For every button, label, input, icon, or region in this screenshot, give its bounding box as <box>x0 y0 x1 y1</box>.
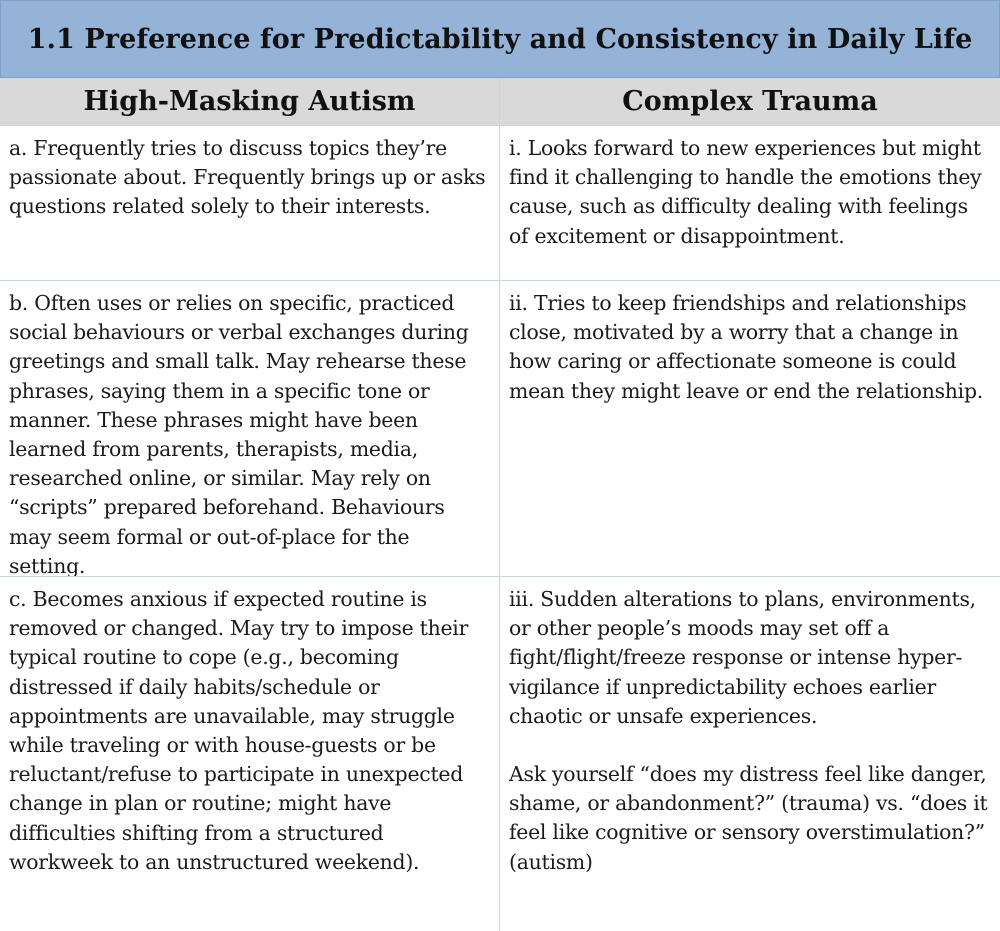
trauma-cell <box>500 126 1000 280</box>
cell-text: ii. Tries to keep friendships and relationships close, motivated by a worry that a change in how caring or affectionate someone is could mean they might leave or end the relationship. <box>509 291 983 403</box>
trauma-cell <box>500 281 1000 576</box>
cell-text: iii. Sudden alterations to plans, environments, or other people’s moods may set off a fight/flight/freeze response or intense hyper-vigilance if unpredictability echoes earlier chaotic or unsafe experiences. <box>509 587 976 728</box>
autism-cell <box>0 281 500 576</box>
cell-text: a. Frequently tries to discuss topics they’re passionate about. Frequently brings up or asks questions related solely to their interests. <box>9 136 486 219</box>
autism-cell <box>0 126 500 280</box>
autism-cell <box>0 577 500 931</box>
cell-text: b. Often uses or relies on specific, practiced social behaviours or verbal exchanges during greetings and small talk. May rehearse these phrases, saying them in a specific tone or manner. These phrases might have been learned from parents, therapists, media, researched online, or similar. May rely on “scripts” prepared beforehand. Behaviours may seem formal or out-of-place for the setting. <box>9 291 469 576</box>
column-header-trauma: Complex Trauma <box>622 86 878 117</box>
column-header-autism: High-Masking Autism <box>0 78 500 125</box>
column-header-row <box>0 78 1000 126</box>
table-row <box>0 577 1000 931</box>
table-title-bar <box>0 0 1000 78</box>
cell-text-reflection: Ask yourself “does my distress feel like danger, shame, or abandonment?” (trauma) vs. “does it feel like cognitive or sensory overstimulation?” (autism) <box>509 762 988 874</box>
cell-text: i. Looks forward to new experiences but might find it challenging to handle the emotions they cause, such as difficulty dealing with feelings of excitement or disappointment. <box>509 136 982 248</box>
trauma-cell <box>500 577 1000 931</box>
cell-text: c. Becomes anxious if expected routine is removed or changed. May try to impose their typical routine to cope (e.g., becoming distressed if daily habits/schedule or appointments are unavailable, may struggle while traveling or with house-guests or be reluctant/refuse to participate in unexpected change in plan or routine; might have difficulties shifting from a structured workweek to an unstructured weekend). <box>9 587 469 874</box>
table-row <box>0 281 1000 577</box>
table-row <box>0 126 1000 281</box>
table-title: 1.1 Preference for Predictability and Consistency in Daily Life <box>27 23 973 55</box>
